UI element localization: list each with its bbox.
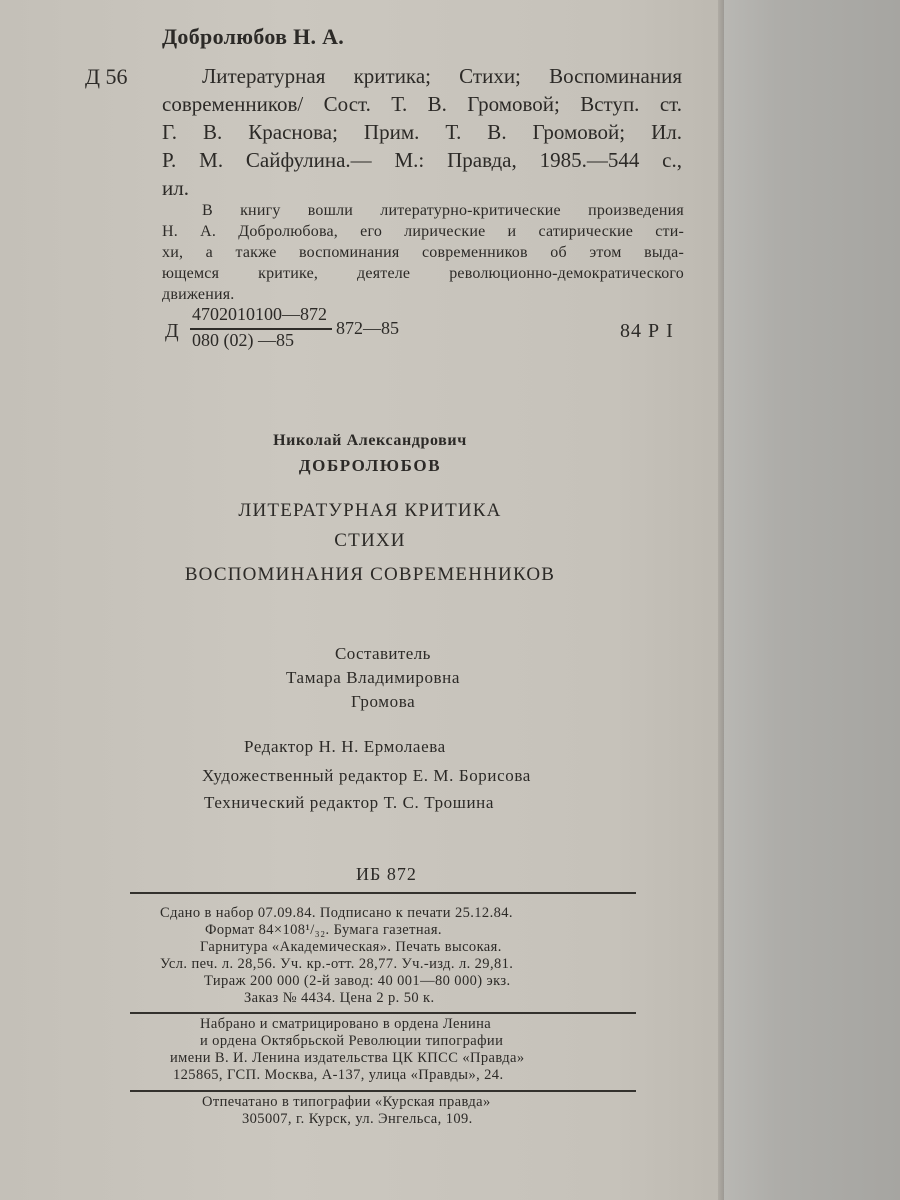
author-surname: ДОБРОЛЮБОВ	[298, 456, 442, 475]
classification-code: 84 Р I	[620, 320, 674, 342]
typesetting-line: имени В. И. Ленина издательства ЦК КПСС «Правда»	[170, 1050, 525, 1066]
index-denominator: 080 (02) —85	[192, 330, 294, 350]
printing-line: Отпечатано в типографии «Курская правда»	[202, 1094, 491, 1110]
author-names: Николай Александрович	[273, 432, 467, 449]
annotation-line: движения.	[162, 286, 235, 303]
page-edge	[718, 0, 724, 1200]
typesetting-line: и ордена Октябрьской Революции типографии	[200, 1033, 504, 1049]
compiler-label: Составитель	[335, 644, 431, 663]
description-line: Г. В. Краснова; Прим. Т. В. Громовой; Ил.	[162, 120, 682, 144]
annotation-line: ющемся критике, деятеле революционно-демократического	[162, 265, 684, 282]
annotation	[162, 200, 684, 305]
description-line: Р. М. Сайфулина.— М.: Правда, 1985.—544 с.,	[162, 148, 682, 172]
imprint-line: Сдано в набор 07.09.84. Подписано к печати 25.12.84.	[160, 905, 513, 921]
typesetting-line: 125865, ГСП. Москва, А-137, улица «Правды», 24.	[173, 1067, 504, 1083]
annotation-line: В книгу вошли литературно-критические произведения	[202, 202, 684, 219]
imprint-line: Усл. печ. л. 28,56. Уч. кр.-отт. 28,77. Уч.-изд. л. 29,81.	[160, 956, 514, 972]
background-page	[722, 0, 900, 1200]
editor-credit: Редактор Н. Н. Ермолаева	[244, 737, 446, 756]
imprint-line: Заказ № 4434. Цена 2 р. 50 к.	[244, 990, 435, 1006]
imprint-bottom-rule	[130, 1090, 636, 1092]
imprint-line: Формат 84×108¹/₃₂. Бумага газетная.	[205, 922, 442, 938]
index-suffix: 872—85	[336, 318, 399, 338]
compiler-name: Тамара Владимировна	[286, 668, 461, 687]
imprint-line: Гарнитура «Академическая». Печать высокая.	[200, 939, 502, 955]
index-letter: Д	[165, 320, 179, 342]
book-title: ВОСПОМИНАНИЯ СОВРЕМЕННИКОВ	[184, 564, 556, 585]
art-editor-credit: Художественный редактор Е. М. Борисова	[202, 766, 531, 785]
index-numerator: 4702010100—872	[192, 304, 327, 324]
compiler-surname: Громова	[351, 692, 416, 711]
book-title: СТИХИ	[334, 530, 406, 551]
printing-line: 305007, г. Курск, ул. Энгельса, 109.	[242, 1111, 473, 1127]
book-title: ЛИТЕРАТУРНАЯ КРИТИКА	[238, 500, 502, 521]
description-line: Литературная критика; Стихи; Воспоминания	[202, 64, 682, 88]
call-code: Д 56	[85, 64, 128, 89]
imprint-top-rule	[130, 892, 636, 894]
imprint-middle-rule	[130, 1012, 636, 1014]
bibliographic-description	[162, 62, 682, 202]
typesetting-line: Набрано и сматрицировано в ордена Ленина	[200, 1016, 492, 1032]
ib-number: ИБ 872	[356, 864, 417, 884]
annotation-line: хи, а также воспоминания современников об этом выда-	[162, 244, 684, 261]
imprint-line: Тираж 200 000 (2-й завод: 40 001—80 000) экз.	[204, 973, 511, 989]
tech-editor-credit: Технический редактор Т. С. Трошина	[204, 793, 495, 812]
description-line: ил.	[162, 176, 189, 200]
author-heading: Добролюбов Н. А.	[162, 24, 345, 49]
description-line: современников/ Сост. Т. В. Громовой; Вступ. ст.	[162, 92, 682, 116]
annotation-line: Н. А. Добролюбова, его лирические и сатирические сти-	[162, 223, 684, 240]
